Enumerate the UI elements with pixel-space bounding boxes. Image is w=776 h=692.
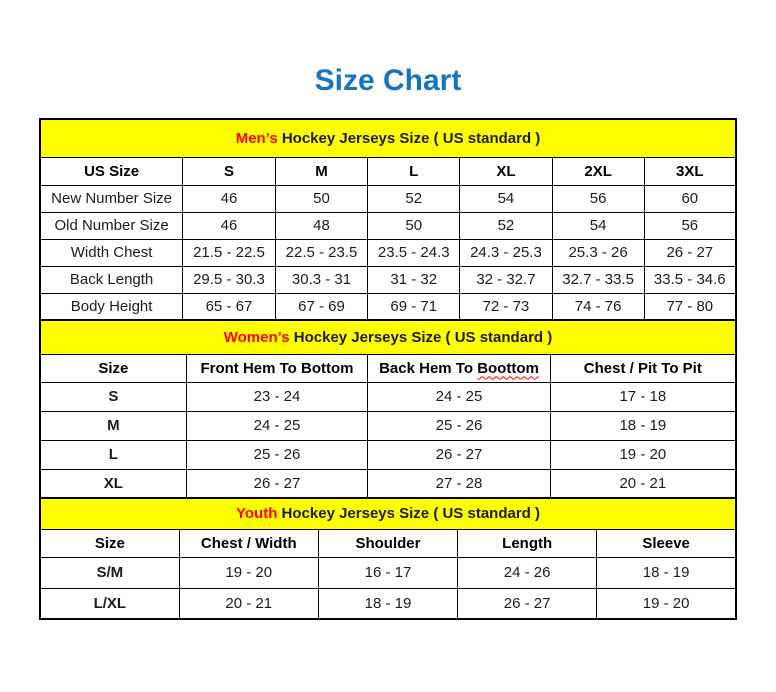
table-cell: 18 - 19 xyxy=(550,411,736,440)
column-header: Length xyxy=(458,529,597,557)
table-cell: 50 xyxy=(368,212,460,239)
column-header: Chest / Pit To Pit xyxy=(550,354,736,382)
column-header: Shoulder xyxy=(318,529,457,557)
section-band-row xyxy=(40,119,736,157)
table-cell: 19 - 20 xyxy=(179,557,318,588)
row-label: Back Length xyxy=(40,266,183,293)
column-header: S xyxy=(183,157,276,185)
row-label: New Number Size xyxy=(40,185,183,212)
table-cell: 46 xyxy=(183,185,276,212)
table-cell: 69 - 71 xyxy=(368,293,460,320)
column-header-row xyxy=(40,529,736,557)
table-cell: 32.7 - 33.5 xyxy=(552,266,644,293)
column-header: Chest / Width xyxy=(179,529,318,557)
table-cell: 54 xyxy=(552,212,644,239)
column-header-row xyxy=(40,157,736,185)
table-cell: 26 - 27 xyxy=(186,469,368,498)
row-label: Width Chest xyxy=(40,239,183,266)
table-row xyxy=(40,293,736,320)
table-cell: 25.3 - 26 xyxy=(552,239,644,266)
section-title-rest: Hockey Jerseys Size ( US standard ) xyxy=(289,328,553,346)
table-row xyxy=(40,382,736,411)
table-cell: 31 - 32 xyxy=(368,266,460,293)
table-row xyxy=(40,588,736,619)
row-label: S/M xyxy=(40,557,179,588)
table-cell: 19 - 20 xyxy=(597,588,736,619)
table-cell: 52 xyxy=(368,185,460,212)
column-header xyxy=(368,354,550,382)
table-cell: 56 xyxy=(552,185,644,212)
row-label: S xyxy=(40,382,186,411)
table-cell: 77 - 80 xyxy=(644,293,736,320)
table-cell: 56 xyxy=(644,212,736,239)
row-label: L/XL xyxy=(40,588,179,619)
size-table-youth xyxy=(39,497,737,620)
column-header-text: Back Hem To xyxy=(379,359,478,377)
table-row xyxy=(40,469,736,498)
table-row xyxy=(40,411,736,440)
table-cell: 50 xyxy=(275,185,368,212)
table-cell: 48 xyxy=(275,212,368,239)
row-label: Old Number Size xyxy=(40,212,183,239)
table-cell: 24 - 25 xyxy=(186,411,368,440)
table-cell: 19 - 20 xyxy=(550,440,736,469)
column-header: Sleeve xyxy=(597,529,736,557)
table-cell: 20 - 21 xyxy=(179,588,318,619)
column-header: Front Hem To Bottom xyxy=(186,354,368,382)
column-header: Size xyxy=(40,354,186,382)
table-cell: 24 - 26 xyxy=(458,557,597,588)
table-cell: 29.5 - 30.3 xyxy=(183,266,276,293)
column-header: Size xyxy=(40,529,179,557)
table-cell: 18 - 19 xyxy=(318,588,457,619)
column-header: L xyxy=(368,157,460,185)
section-title-highlight: Youth xyxy=(236,505,278,523)
table-cell: 21.5 - 22.5 xyxy=(183,239,276,266)
table-row xyxy=(40,440,736,469)
size-table-womens xyxy=(39,319,737,499)
table-cell: 22.5 - 23.5 xyxy=(275,239,368,266)
table-cell: 26 - 27 xyxy=(644,239,736,266)
table-row xyxy=(40,266,736,293)
section-title-highlight: Women’s xyxy=(223,328,290,346)
column-header: 3XL xyxy=(644,157,736,185)
column-header: 2XL xyxy=(552,157,644,185)
table-cell: 30.3 - 31 xyxy=(275,266,368,293)
table-cell: 20 - 21 xyxy=(550,469,736,498)
table-cell: 52 xyxy=(460,212,553,239)
table-cell: 65 - 67 xyxy=(183,293,276,320)
table-cell: 72 - 73 xyxy=(460,293,553,320)
table-row xyxy=(40,185,736,212)
spellcheck-flagged-word: Boottom xyxy=(477,359,539,377)
table-cell: 26 - 27 xyxy=(368,440,550,469)
table-row xyxy=(40,239,736,266)
table-row xyxy=(40,212,736,239)
table-cell: 18 - 19 xyxy=(597,557,736,588)
table-cell: 32 - 32.7 xyxy=(460,266,553,293)
section-title-mens xyxy=(40,119,736,157)
section-title-rest: Hockey Jerseys Size ( US standard ) xyxy=(277,505,540,523)
table-cell: 24.3 - 25.3 xyxy=(460,239,553,266)
section-title-womens xyxy=(40,320,736,354)
table-cell: 33.5 - 34.6 xyxy=(644,266,736,293)
row-label: Body Height xyxy=(40,293,183,320)
column-header: US Size xyxy=(40,157,183,185)
table-cell: 60 xyxy=(644,185,736,212)
table-cell: 25 - 26 xyxy=(186,440,368,469)
row-label: XL xyxy=(40,469,186,498)
section-title-highlight: Men’s xyxy=(235,129,278,147)
table-cell: 16 - 17 xyxy=(318,557,457,588)
column-header-row xyxy=(40,354,736,382)
table-cell: 46 xyxy=(183,212,276,239)
section-title-rest: Hockey Jerseys Size ( US standard ) xyxy=(277,129,541,147)
table-cell: 26 - 27 xyxy=(458,588,597,619)
row-label: L xyxy=(40,440,186,469)
table-cell: 23 - 24 xyxy=(186,382,368,411)
table-cell: 24 - 25 xyxy=(368,382,550,411)
row-label: M xyxy=(40,411,186,440)
table-cell: 17 - 18 xyxy=(550,382,736,411)
table-cell: 67 - 69 xyxy=(275,293,368,320)
section-band-row xyxy=(40,320,736,354)
table-cell: 23.5 - 24.3 xyxy=(368,239,460,266)
size-table-mens xyxy=(39,118,737,321)
section-title-youth xyxy=(40,498,736,529)
column-header: XL xyxy=(460,157,553,185)
table-row xyxy=(40,557,736,588)
column-header: M xyxy=(275,157,368,185)
page-title: Size Chart xyxy=(314,64,462,97)
table-cell: 74 - 76 xyxy=(552,293,644,320)
table-cell: 27 - 28 xyxy=(368,469,550,498)
table-cell: 25 - 26 xyxy=(368,411,550,440)
section-band-row xyxy=(40,498,736,529)
table-cell: 54 xyxy=(460,185,553,212)
size-tables-container xyxy=(39,118,737,620)
